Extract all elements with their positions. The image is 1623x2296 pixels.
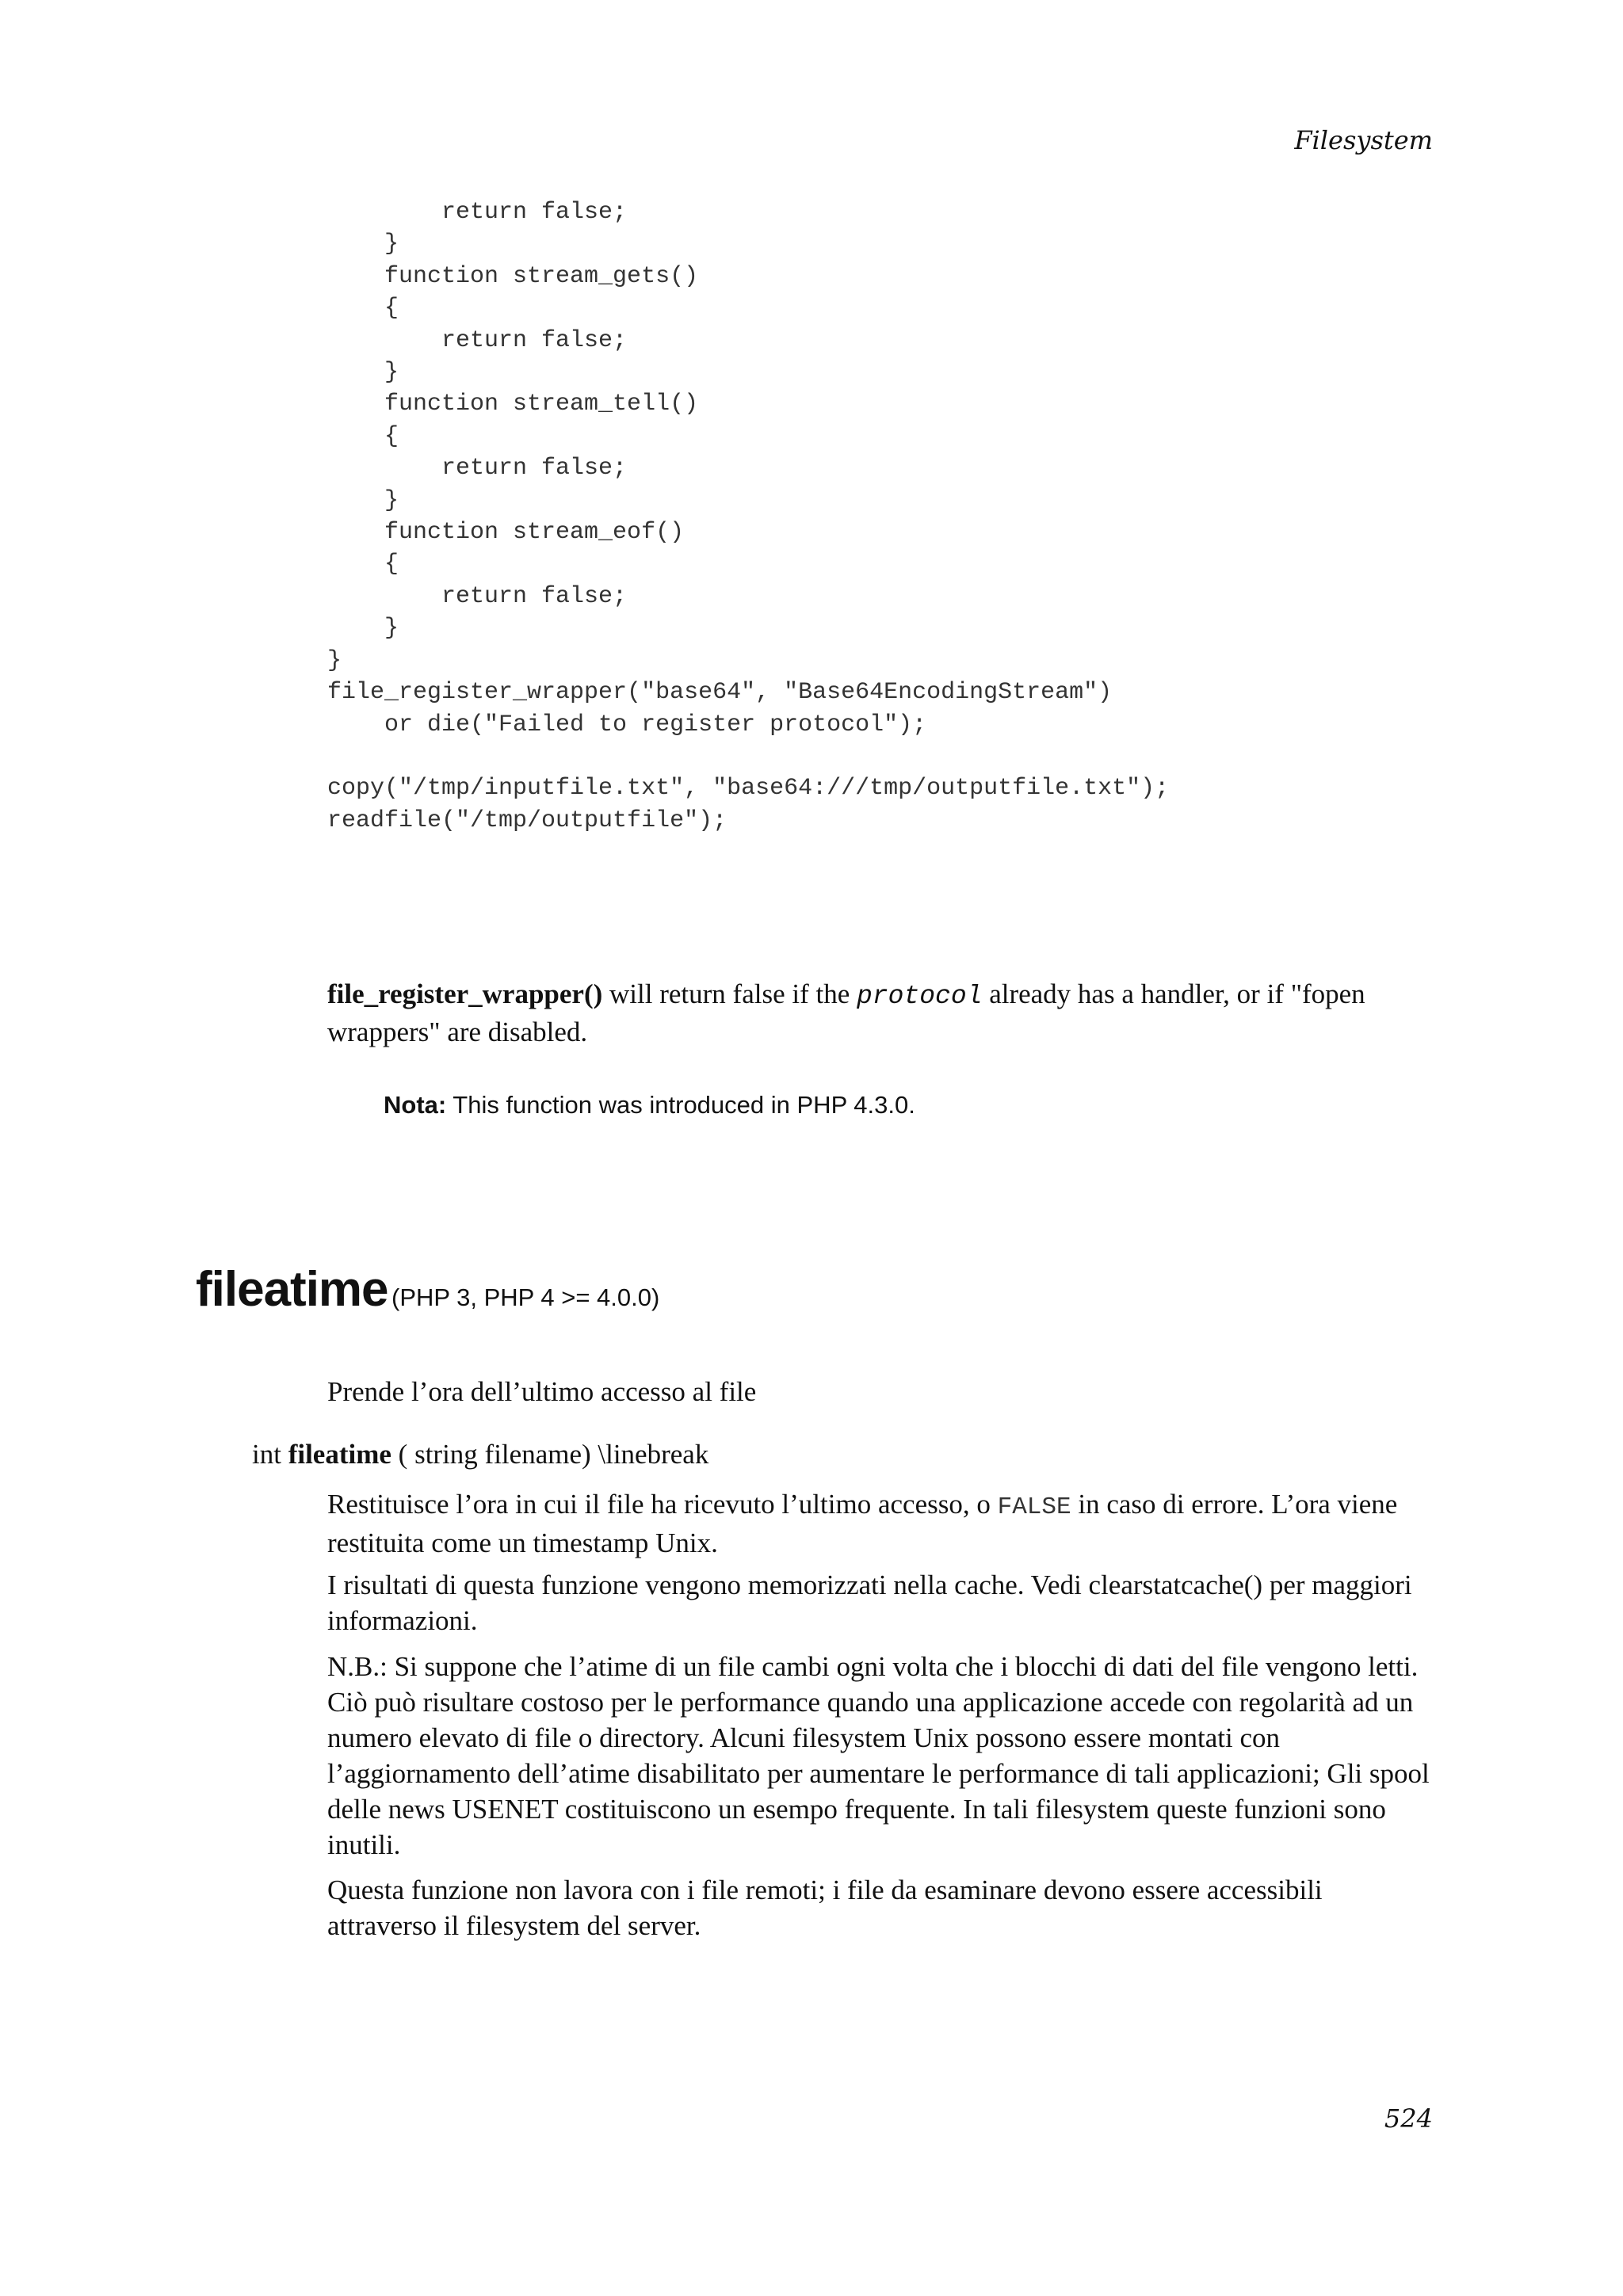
function-signature: int fileatime ( string filename) \linebreak xyxy=(252,1439,709,1470)
code-line: readfile("/tmp/outputfile"); xyxy=(327,807,727,834)
function-versions: (PHP 3, PHP 4 >= 4.0.0) xyxy=(391,1283,660,1311)
code-line: function stream_gets() xyxy=(327,262,699,290)
code-line: function stream_eof() xyxy=(327,519,685,547)
code-line: { xyxy=(327,551,399,578)
code-line: file_register_wrapper("base64", "Base64EncodingStream") xyxy=(327,679,1113,707)
code-line: or die("Failed to register protocol"); xyxy=(327,711,927,738)
running-header: Filesystem xyxy=(1294,125,1433,155)
description-remote-files: Questa funzione non lavora con i file remoti; i file da esaminare devono essere accessibili attraverso il filesystem del server. xyxy=(327,1875,1323,1941)
code-line: { xyxy=(327,422,399,450)
code-line xyxy=(327,741,1169,772)
register-return-paragraph: file_register_wrapper() will return false if the protocol already has a handler, or if "fopen wrappers" are disabled. xyxy=(327,978,1365,1047)
code-line: return false; xyxy=(327,455,628,482)
function-title xyxy=(196,1261,659,1318)
code-line: } xyxy=(327,486,399,514)
code-line: copy("/tmp/inputfile.txt", "base64:///tmp/outputfile.txt"); xyxy=(327,775,1170,803)
description-return: Restituisce l’ora in cui il file ha ricevuto l’ultimo accesso, o FALSE in caso di errore. L’ora viene restituita come un timestamp Unix. xyxy=(327,1489,1398,1558)
description-atime-note: N.B.: Si suppone che l’atime di un file cambi ogni volta che i blocchi di dati del file vengono letti. Ciò può risultare costoso per le performance quando una applicazione accede con regolarità ad un numero elevato di file o directory. Alcuni filesystem Unix possono essere montati con l’aggiornamento dell’atime disabilitato per aumentare le performance di tali applicazioni; Gli spool delle news USENET costituiscono un esempo frequente. In tali filesystem queste funzioni sono inutili. xyxy=(327,1651,1430,1860)
parameter-name: protocol xyxy=(857,982,983,1011)
note-label: Nota: xyxy=(384,1091,447,1119)
code-line: } xyxy=(327,615,399,643)
code-line: } xyxy=(327,359,399,387)
code-line: } xyxy=(327,231,399,258)
code-line: { xyxy=(327,295,399,322)
note: Nota: This function was introduced in PHP 4.3.0. xyxy=(384,1091,915,1119)
description-cache: I risultati di questa funzione vengono memorizzati nella cache. Vedi clearstatcache() per maggiori informazioni. xyxy=(327,1569,1412,1636)
false-constant: FALSE xyxy=(997,1493,1071,1521)
function-purpose: Prende l’ora dell’ultimo accesso al file xyxy=(327,1376,757,1407)
page-number: 524 xyxy=(1384,2103,1433,2134)
function-name: file_register_wrapper() xyxy=(327,978,603,1009)
code-line: } xyxy=(327,646,342,674)
code-line: return false; xyxy=(327,582,628,610)
code-line: return false; xyxy=(327,199,628,226)
function-title-name: fileatime xyxy=(196,1262,388,1317)
code-block xyxy=(327,196,1169,837)
code-line: return false; xyxy=(327,326,628,354)
code-line: function stream_tell() xyxy=(327,391,699,418)
